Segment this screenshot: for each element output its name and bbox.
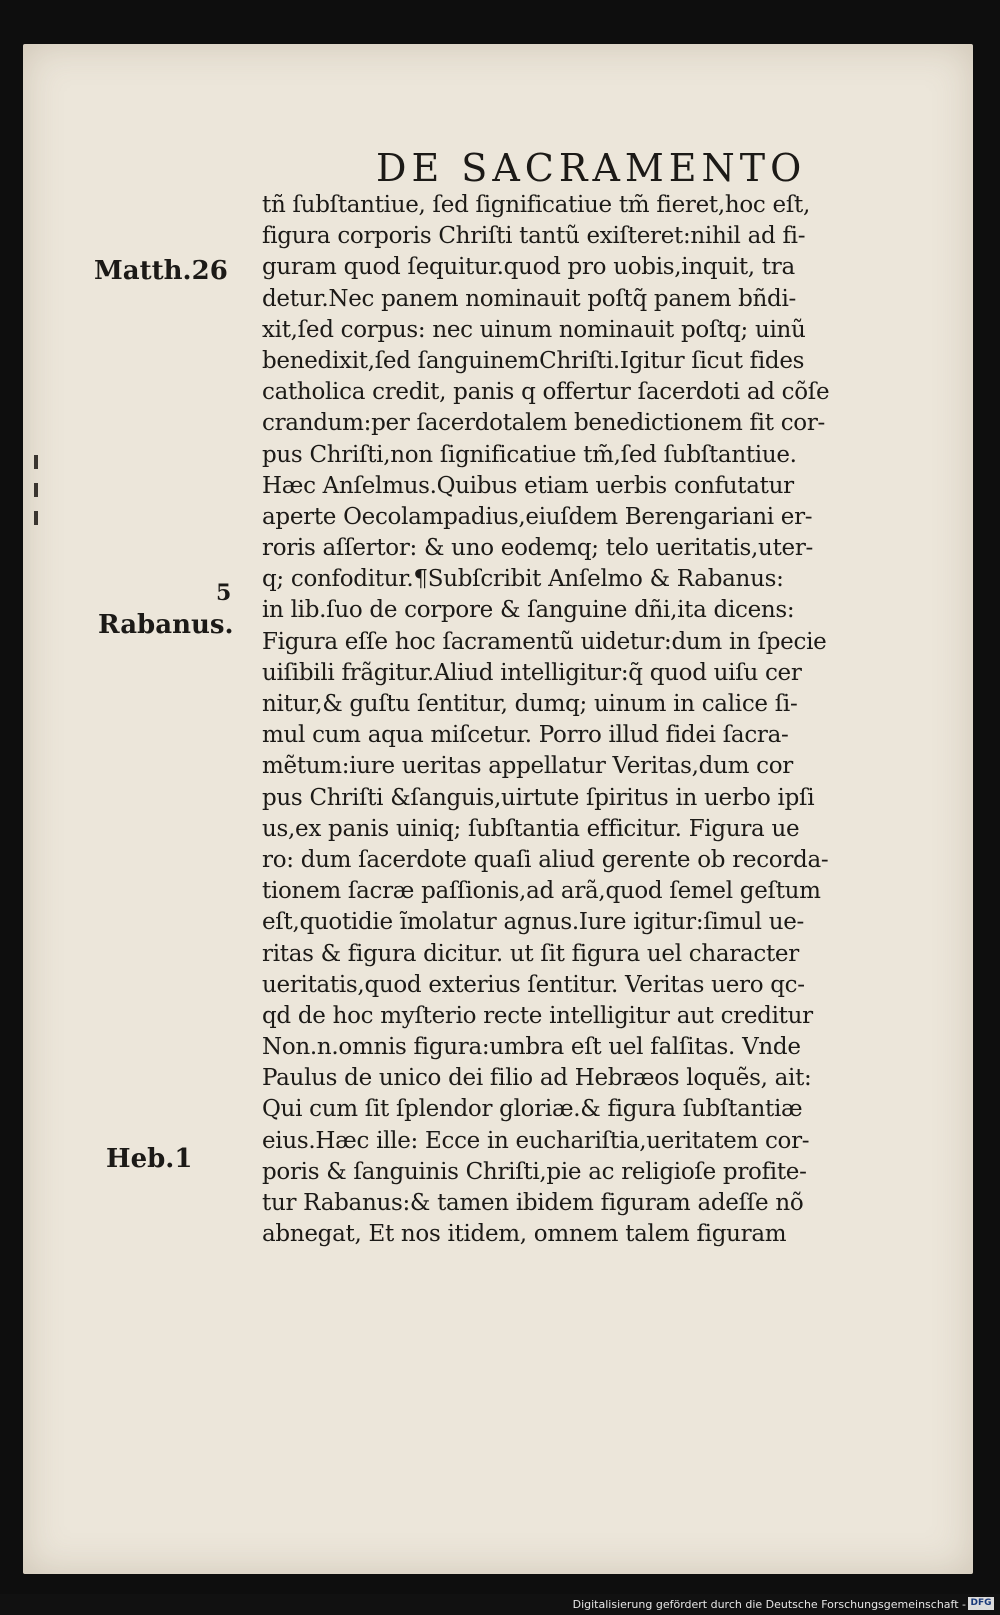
text-line: Non.n.omnis figura:umbra eſt uel falſitas. Vnde — [262, 1034, 801, 1061]
margin-note-matth: Matth.26 — [94, 256, 228, 286]
text-line: roris aſſertor: & uno eodemq; telo ueritatis,uter- — [262, 535, 813, 562]
text-line: benedixit,ſed ſanguinemChriſti.Igitur ſicut fides — [262, 347, 805, 374]
text-line: abnegat, Et nos itidem, omnem talem figuram — [262, 1221, 787, 1248]
dfg-logo: DFG — [968, 1597, 994, 1610]
text-line: us,ex panis uiniq; ſubſtantia efficitur. Figura ue — [262, 815, 800, 842]
text-line: ueritatis,quod exterius ſentitur. Veritas uero qc- — [262, 971, 805, 998]
text-line: q; confoditur.¶Subſcribit Anſelmo & Rabanus: — [262, 566, 784, 593]
text-line: eſt,quotidie ĩmolatur agnus.Iure igitur:ſimul ue- — [262, 909, 804, 936]
text-line: Qui cum ſit ſplendor gloriæ.& figura ſubſtantiæ — [262, 1096, 803, 1123]
text-line: eius.Hæc ille: Ecce in euchariſtia,ueritatem cor- — [262, 1127, 810, 1154]
text-line: detur.Nec panem nominauit poſtq̃ panem bñdi- — [262, 285, 796, 312]
text-line: guram quod ſequitur.quod pro uobis,inquit, tra — [262, 254, 795, 281]
text-line: in lib.ſuo de corpore & ſanguine dñi,ita dicens: — [262, 597, 795, 624]
text-line: tur Rabanus:& tamen ibidem figuram adeſſe nõ — [262, 1190, 804, 1216]
page-edge-marks — [34, 455, 42, 555]
text-line: pus Chriſti &ſanguis,uirtute ſpiritus in uerbo ipſi — [262, 784, 815, 811]
margin-note-rabanus: Rabanus. — [98, 610, 234, 640]
text-line: mẽtum:iure ueritas appellatur Veritas,dum cor — [262, 753, 793, 780]
text-line: pus Chriſti,non ſignificatiue tm̃,ſed ſubſtantiue. — [262, 441, 797, 468]
digitization-credit: Digitalisierung gefördert durch die Deutsche Forschungsgemeinschaft - — [572, 1598, 966, 1611]
text-line: aperte Oecolampadius,eiuſdem Berengariani er- — [262, 503, 813, 530]
text-line: xit,ſed corpus: nec uinum nominauit poſtq; uinũ — [262, 316, 806, 343]
text-line: Paulus de unico dei filio ad Hebræos loquẽs, ait: — [262, 1065, 812, 1092]
text-line: Hæc Anſelmus.Quibus etiam uerbis confutatur — [262, 472, 794, 499]
text-line: crandum:per ſacerdotalem benedictionem fit cor- — [262, 410, 825, 437]
body-text — [262, 190, 952, 1250]
text-line: ro: dum ſacerdote quaſi aliud gerente ob recorda- — [262, 846, 829, 873]
text-line: mul cum aqua miſcetur. Porro illud fidei ſacra- — [262, 722, 789, 749]
text-line: catholica credit, panis q offertur ſacerdoti ad cõſe — [262, 379, 830, 406]
text-line: poris & ſanguinis Chriſti,pie ac religioſe profite- — [262, 1158, 807, 1185]
text-line: qd de hoc myſterio recte intelligitur aut creditur — [262, 1002, 813, 1029]
text-line: tñ ſubſtantiue, ſed ſignificatiue tm̃ fieret,hoc eſt, — [262, 192, 810, 218]
text-line: figura corporis Chriſti tantũ exiſteret:nihil ad fi- — [262, 223, 806, 250]
text-line: tionem ſacræ paſſionis,ad arã,quod ſemel geſtum — [262, 878, 821, 905]
running-header: DE SACRAMENTO — [376, 146, 807, 190]
margin-note-heb: Heb.1 — [106, 1144, 193, 1174]
text-line: uiſibili frãgitur.Aliud intelligitur:q̃ quod uiſu cer — [262, 659, 802, 686]
text-line: Figura eſſe hoc ſacramentũ uidetur:dum in ſpecie — [262, 628, 827, 655]
text-line: nitur,& guſtu ſentitur, dumq; uinum in calice ſi- — [262, 691, 798, 717]
text-line: ritas & figura dicitur. ut ſit figura uel character — [262, 940, 799, 967]
margin-note-number: 5 — [216, 580, 232, 606]
